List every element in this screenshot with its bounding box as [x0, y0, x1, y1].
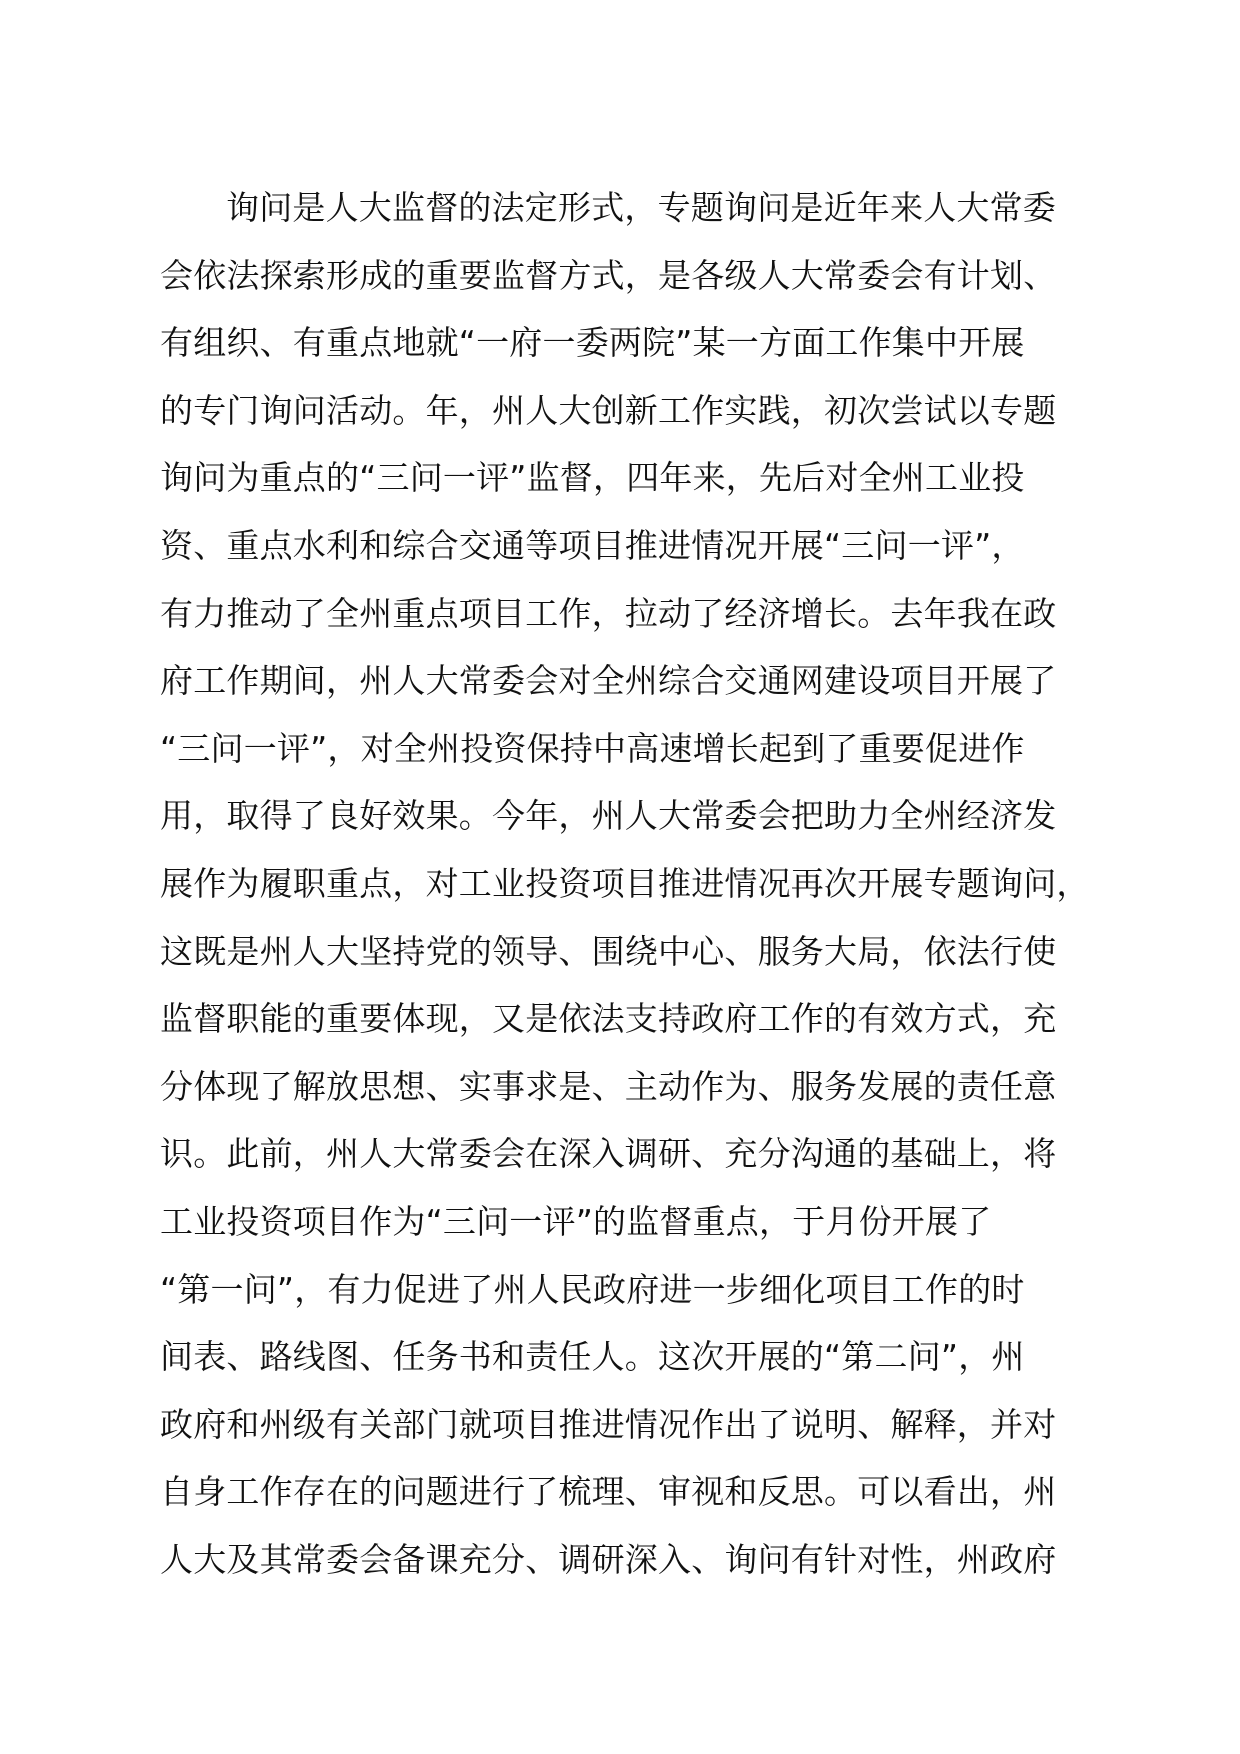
paragraph-line: 府工作期间，州人大常委会对全州综合交通网建设项目开展了 [160, 661, 1057, 701]
paragraph-line: 自身工作存在的问题进行了梳理、审视和反思。可以看出，州 [160, 1472, 1057, 1512]
paragraph-line: 工业投资项目作为“三问一评”的监督重点，于月份开展了 [160, 1201, 992, 1241]
paragraph-line: “第一问”，有力促进了州人民政府进一步细化项目工作的时 [160, 1269, 1025, 1309]
paragraph-line: 有力推动了全州重点项目工作，拉动了经济增长。去年我在政 [160, 593, 1057, 633]
paragraph-line: 有组织、有重点地就“一府一委两院”某一方面工作集中开展 [160, 323, 1025, 363]
paragraph-line: 分体现了解放思想、实事求是、主动作为、服务发展的责任意 [160, 1066, 1057, 1106]
paragraph-line: 会依法探索形成的重要监督方式，是各级人大常委会有计划、 [160, 255, 1057, 295]
paragraph-line: 识。此前，州人大常委会在深入调研、充分沟通的基础上，将 [160, 1134, 1057, 1174]
paragraph-line: 监督职能的重要体现，又是依法支持政府工作的有效方式，充 [160, 999, 1057, 1039]
body-paragraph [160, 174, 1100, 1593]
paragraph-line: 展作为履职重点，对工业投资项目推进情况再次开展专题询问， [160, 863, 1090, 903]
paragraph-line: 用，取得了良好效果。今年，州人大常委会把助力全州经济发 [160, 796, 1057, 836]
paragraph-line: 政府和州级有关部门就项目推进情况作出了说明、解释，并对 [160, 1404, 1057, 1444]
paragraph-line: “三问一评”，对全州投资保持中高速增长起到了重要促进作 [160, 728, 1025, 768]
paragraph-line: 这既是州人大坚持党的领导、围绕中心、服务大局，依法行使 [160, 931, 1057, 971]
paragraph-line: 询问是人大监督的法定形式，专题询问是近年来人大常委 [226, 188, 1056, 227]
paragraph-line: 的专门询问活动。年，州人大创新工作实践，初次尝试以专题 [160, 390, 1057, 430]
paragraph-line: 询问为重点的“三问一评”监督，四年来，先后对全州工业投 [160, 458, 1025, 498]
paragraph-line: 人大及其常委会备课充分、调研深入、询问有针对性，州政府 [160, 1539, 1057, 1579]
paragraph-line: 间表、路线图、任务书和责任人。这次开展的“第二问”，州 [160, 1337, 1025, 1377]
paragraph-line: 资、重点水利和综合交通等项目推进情况开展“三问一评”， [160, 525, 1025, 565]
